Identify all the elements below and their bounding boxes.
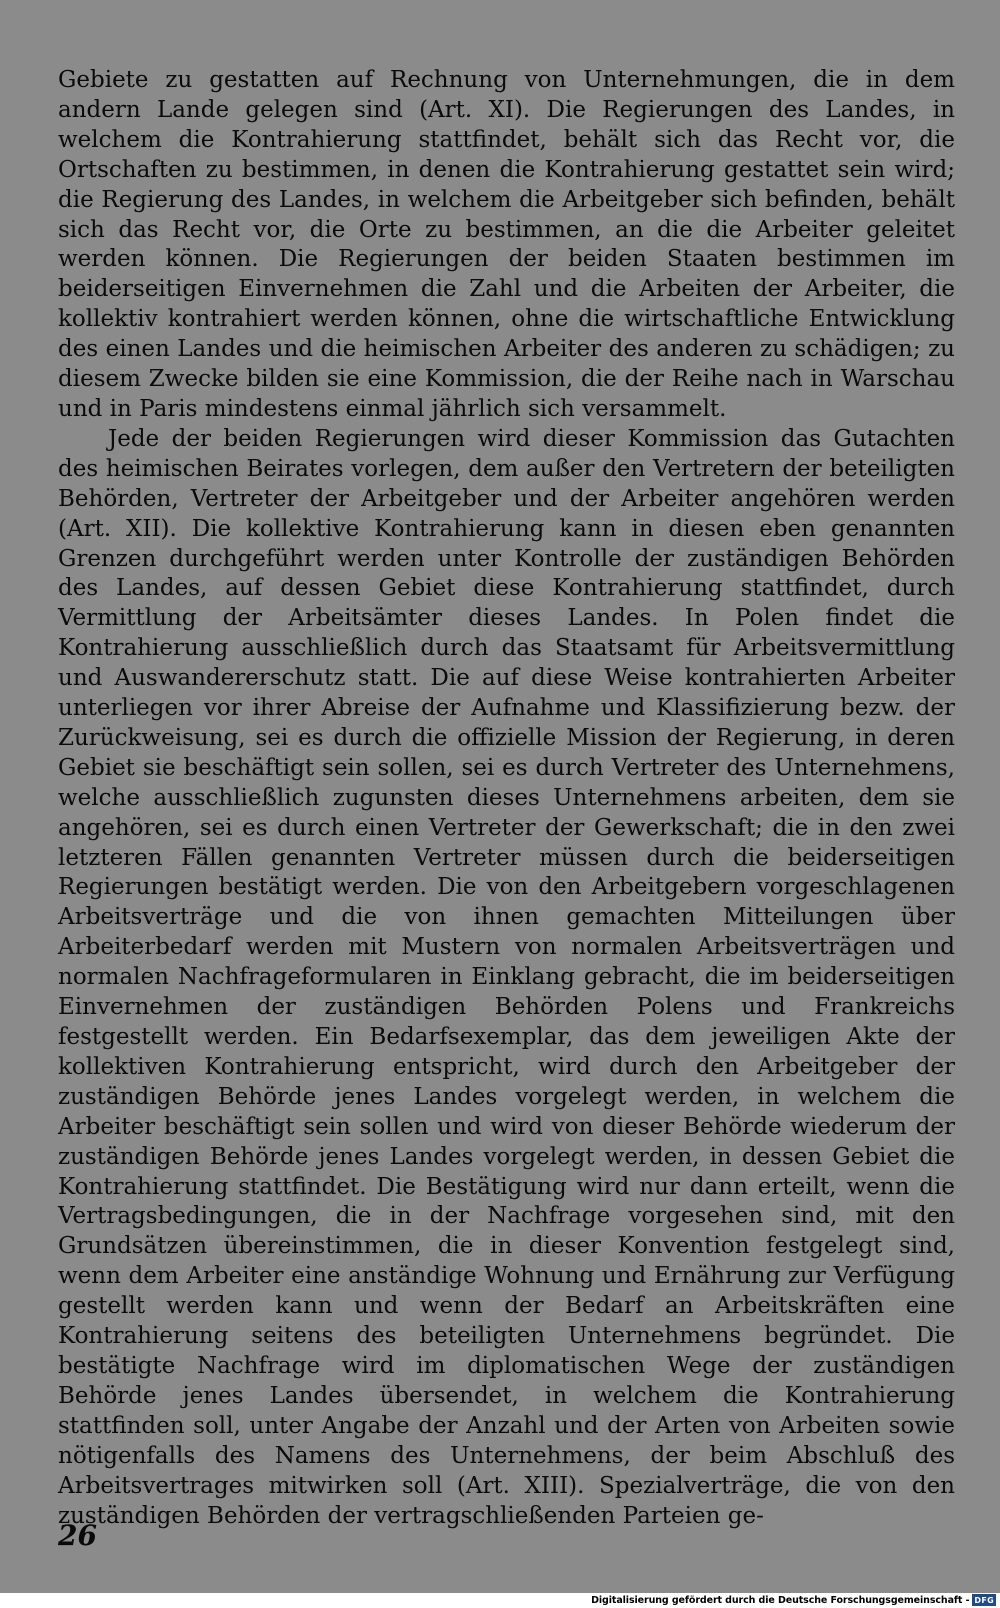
- digitization-credit: [591, 1593, 996, 1607]
- body-text: [58, 66, 955, 1531]
- page-number: 26: [58, 1519, 97, 1552]
- paragraph-1: Gebiete zu gestatten auf Rechnung von Unternehmungen, die in dem andern Lande gelegen sind (Art. XI). Die Regierungen des Landes, in welchem die Kontrahierung stattfindet, behält sich das Recht vor, die Ortschaften zu bestimmen, in denen die Kontrahierung gestattet sein wird; die Regierung des Landes, in welchem die Arbeitgeber sich befinden, behält sich das Recht vor, die Orte zu bestimmen, an die die Arbeiter geleitet werden können. Die Regierungen der beiden Staaten bestimmen im beiderseitigen Einvernehmen die Zahl und die Arbeiten der Arbeiter, die kollektiv kontrahiert werden können, ohne die wirtschaftliche Entwicklung des einen Landes und die heimischen Arbeiter des anderen zu schädigen; zu diesem Zwecke bilden sie eine Kommission, die der Reihe nach in Warschau und in Paris mindestens einmal jährlich sich versammelt.: [58, 67, 955, 422]
- dfg-logo-icon: DFG: [974, 1595, 994, 1605]
- credit-text: Digitalisierung gefördert durch die Deutsche Forschungsgemeinschaft -: [591, 1594, 970, 1606]
- paragraph-2: Jede der beiden Regierungen wird dieser Kommission das Gutachten des heimischen Beirates vorlegen, dem außer den Vertretern der beteiligten Behörden, Vertreter der Arbeitgeber und der Arbeiter angehören werden (Art. XII). Die kollektive Kontrahierung kann in diesen eben genannten Grenzen durchgeführt werden unter Kontrolle der zuständigen Behörden des Landes, auf dessen Gebiet diese Kontrahierung stattfindet, durch Vermittlung der Arbeitsämter dieses Landes. In Polen findet die Kontrahierung ausschließlich durch das Staatsamt für Arbeitsvermittlung und Auswandererschutz statt. Die auf diese Weise kontrahierten Arbeiter unterliegen vor ihrer Abreise der Aufnahme und Klassifizierung bezw. der Zurückweisung, sei es durch die offizielle Mission der Regierung, in deren Gebiet sie beschäftigt sein sollen, sei es durch Vertreter des Unternehmens, welche ausschließlich zugunsten dieses Unternehmens arbeiten, dem sie angehören, sei es durch einen Vertreter der Gewerkschaft; die in den zwei letzteren Fällen genannten Vertreter müssen durch die beiderseitigen Regierungen bestätigt werden. Die von den Arbeitgebern vorgeschlagenen Arbeitsverträge und die von ihnen gemachten Mitteilungen über Arbeiterbedarf werden mit Mustern von normalen Arbeitsverträgen und normalen Nachfrageformularen in Einklang gebracht, die im beiderseitigen Einvernehmen der zuständigen Behörden Polens und Frankreichs festgestellt werden. Ein Bedarfsexemplar, das dem jeweiligen Akte der kollektiven Kontrahierung entspricht, wird durch den Arbeitgeber der zuständigen Behörde jenes Landes vorgelegt werden, in welchem die Arbeiter beschäftigt sein sollen und wird von dieser Behörde wiederum der zuständigen Behörde jenes Landes vorgelegt werden, in dessen Gebiet die Kontrahierung stattfindet. Die Bestätigung wird nur dann erteilt, wenn die Vertragsbedingungen, die in der Nachfrage vorgesehen sind, mit den Grundsätzen übereinstimmen, die in dieser Konvention festgelegt sind, wenn dem Arbeiter eine anständige Wohnung und Ernährung zur Verfügung gestellt werden kann und wenn der Bedarf an Arbeitskräften eine Kontrahierung seitens des beteiligten Unternehmens begründet. Die bestätigte Nachfrage wird im diplomatischen Wege der zuständigen Behörde jenes Landes übersendet, in welchem die Kontrahierung stattfinden soll, unter Angabe der Anzahl und der Arten von Arbeiten sowie nötigenfalls des Namens des Unternehmens, der beim Abschluß des Arbeitsvertrages mitwirken soll (Art. XIII). Spezialverträge, die von den zuständigen Behörden der vertragschließenden Parteien ge-: [58, 425, 955, 1529]
